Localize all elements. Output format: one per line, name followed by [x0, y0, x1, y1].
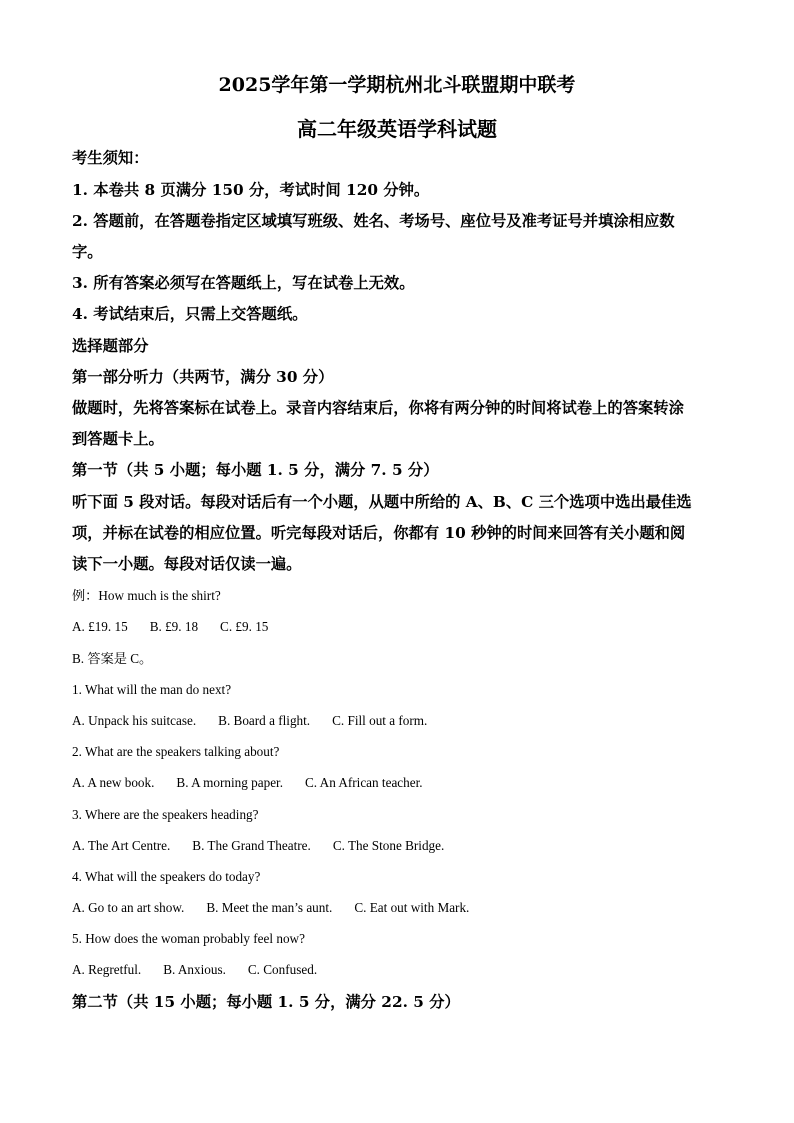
option-b: B. Board a flight.: [218, 713, 311, 728]
question-5: 5. How does the woman probably feel now?: [72, 931, 305, 946]
question-1-options: [72, 714, 449, 729]
part1-heading: 第一部分听力（共两节，满分 30 分）: [72, 368, 334, 386]
option-a: A. £19. 15: [72, 619, 128, 634]
example-question: 例：How much is the shirt?: [72, 588, 221, 603]
option-a: A. The Art Centre.: [72, 838, 171, 853]
question-2: 2. What are the speakers talking about?: [72, 744, 280, 759]
question-1: 1. What will the man do next?: [72, 682, 232, 697]
question-3: 3. Where are the speakers heading?: [72, 807, 259, 822]
option-c: C. £9. 15: [220, 619, 269, 634]
section2-heading: 第二节（共 15 小题；每小题 1. 5 分，满分 22. 5 分）: [72, 993, 460, 1011]
question-4: 4. What will the speakers do today?: [72, 869, 261, 884]
section1-instruction: 听下面 5 段对话。每段对话后有一个小题，从题中所给的 A、B、C 三个选项中选出最佳选: [72, 493, 692, 511]
option-b: B. Meet the man’s aunt.: [206, 900, 333, 915]
question-4-options: [72, 901, 491, 916]
option-a: A. Unpack his suitcase.: [72, 713, 197, 728]
choice-section-heading: 选择题部分: [72, 337, 149, 355]
notice-item-4: 4. 考试结束后，只需上交答题纸。: [72, 305, 308, 323]
option-c: C. Eat out with Mark.: [354, 900, 470, 915]
notice-item-1: 1. 本卷共 8 页满分 150 分，考试时间 120 分钟。: [72, 181, 430, 199]
notice-heading: 考生须知：: [72, 149, 149, 167]
option-c: C. Fill out a form.: [332, 713, 428, 728]
question-2-options: [72, 776, 445, 791]
section1-instruction-cont-1: 项，并标在试卷的相应位置。听完每段对话后，你都有 10 秒钟的时间来回答有关小题和阅: [72, 524, 686, 542]
section1-instruction-cont-2: 读下一小题。每段对话仅读一遍。: [72, 555, 302, 573]
part1-instruction: 做题时，先将答案标在试卷上。录音内容结束后，你将有两分钟的时间将试卷上的答案转涂: [72, 399, 684, 417]
option-b: B. The Grand Theatre.: [192, 838, 311, 853]
exam-subtitle: 高二年级英语学科试题: [297, 117, 497, 141]
option-c: C. An African teacher.: [305, 775, 423, 790]
option-a: A. A new book.: [72, 775, 155, 790]
question-3-options: [72, 839, 466, 854]
notice-item-2: 2. 答题前，在答题卷指定区域填写班级、姓名、考场号、座位号及准考证号并填涂相应数: [72, 212, 675, 230]
option-b: B. A morning paper.: [176, 775, 284, 790]
option-c: C. Confused.: [247, 962, 318, 977]
option-a: A. Go to an art show.: [72, 900, 185, 915]
part1-instruction-cont: 到答题卡上。: [72, 430, 164, 448]
option-c: C. The Stone Bridge.: [332, 838, 445, 853]
example-options: [72, 620, 290, 635]
section1-heading: 第一节（共 5 小题；每小题 1. 5 分，满分 7. 5 分）: [72, 461, 439, 479]
example-answer: B. 答案是 C。: [72, 651, 153, 666]
exam-title: 2025学年第一学期杭州北斗联盟期中联考: [218, 74, 576, 96]
notice-item-3: 3. 所有答案必须写在答题纸上，写在试卷上无效。: [72, 274, 415, 292]
option-a: A. Regretful.: [72, 962, 142, 977]
question-5-options: [72, 963, 339, 978]
option-b: B. Anxious.: [163, 962, 226, 977]
option-b: B. £9. 18: [149, 619, 199, 634]
notice-item-2-cont: 字。: [72, 243, 103, 261]
